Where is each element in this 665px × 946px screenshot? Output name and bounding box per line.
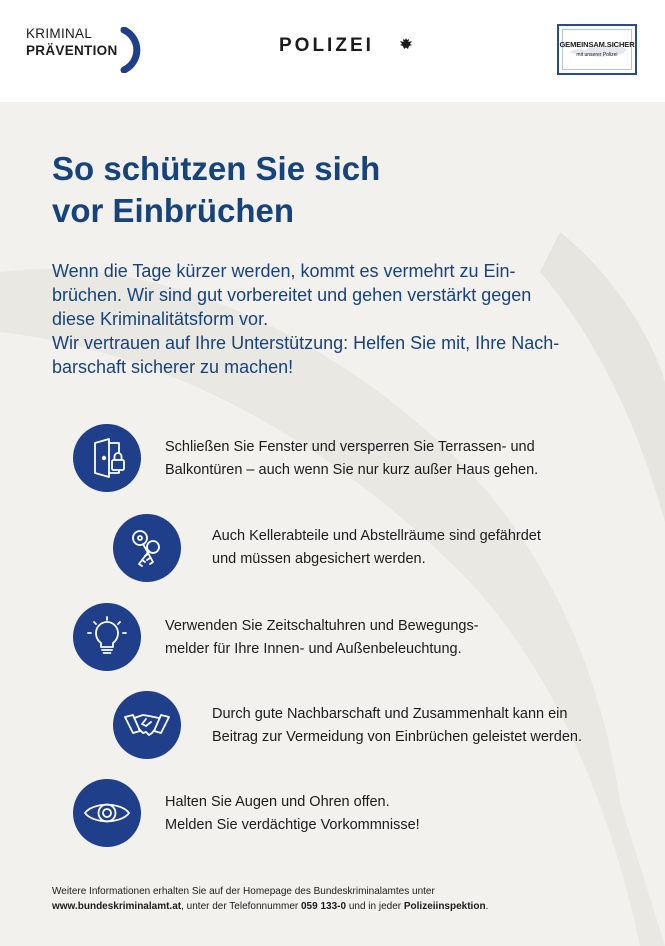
footer-line1: Weitere Informationen erhalten Sie auf der Homepage des Bundeskriminalamtes unter (52, 886, 435, 897)
footer-text: , unter der Telefonnummer (181, 900, 301, 912)
polizei-wordmark: POLIZEI (279, 35, 374, 56)
tip-text-timers (165, 615, 479, 661)
intro-line: diese Kriminalitätsform vor. (52, 309, 269, 329)
footer-info (52, 885, 652, 914)
intro-line: Wir vertrauen auf Ihre Unterstützung: Helfen Sie mit, Ihre Nach- (52, 333, 560, 353)
tip-text-eyes-ears (165, 791, 420, 837)
tip-text-cellar (212, 525, 541, 571)
tip-text-neighbourhood (212, 703, 582, 749)
header-bar (0, 0, 665, 102)
tip-line: Verwenden Sie Zeitschaltuhren und Bewegungs- (165, 618, 479, 634)
kriminalpraevention-logo (26, 27, 141, 75)
kp-logo-arc-icon (110, 27, 162, 73)
tip-text-windows (165, 436, 538, 482)
title-line: vor Einbrüchen (52, 192, 295, 229)
tip-line: Auch Kellerabteile und Abstellräume sind gefährdet (212, 528, 541, 544)
tip-line: Schließen Sie Fenster und versperren Sie Terrassen- und (165, 439, 535, 455)
footer-text: und in jeder (346, 900, 404, 912)
badge-subtitle: mit unserer Polizei (576, 52, 618, 58)
footer-text: . (485, 900, 489, 912)
intro-line: barschaft sicherer zu machen! (52, 357, 294, 377)
door-lock-icon (73, 424, 141, 492)
eagle-icon (399, 37, 413, 51)
tip-line: melder für Ihre Innen- und Außenbeleuchtung. (165, 641, 462, 657)
footer-station: Polizeiinspektion (403, 900, 486, 912)
tip-line: Halten Sie Augen und Ohren offen. (165, 794, 390, 810)
tip-line: Balkontüren – auch wenn Sie nur kurz außer Haus gehen. (165, 462, 539, 478)
tip-line: Melden Sie verdächtige Vorkommnisse! (165, 817, 420, 833)
badge-title: GEMEINSAM.SICHER (559, 40, 635, 49)
intro-line: brüchen. Wir sind gut vorbereitet und gehen verstärkt gegen (52, 285, 532, 305)
kp-logo-line1: KRIMINAL (26, 26, 93, 41)
keys-icon (113, 514, 181, 582)
tip-line: Durch gute Nachbarschaft und Zusammenhalt kann ein (212, 706, 568, 722)
footer-url-link[interactable]: www.bundeskriminalamt.at (52, 900, 182, 912)
eye-icon (73, 779, 141, 847)
tip-line: und müssen abgesichert werden. (212, 551, 426, 567)
title-line: So schützen Sie sich (52, 150, 381, 187)
page-title (52, 148, 612, 232)
intro-line: Wenn die Tage kürzer werden, kommt es vermehrt zu Ein- (52, 261, 516, 281)
tip-line: Beitrag zur Vermeidung von Einbrüchen geleistet werden. (212, 729, 582, 745)
kp-logo-line2: PRÄVENTION (26, 43, 118, 58)
footer-phone: 059 133-0 (301, 900, 347, 912)
handshake-icon (113, 691, 181, 759)
intro-paragraph (52, 259, 652, 379)
lightbulb-icon (73, 603, 141, 671)
gemeinsam-sicher-badge (557, 24, 637, 75)
